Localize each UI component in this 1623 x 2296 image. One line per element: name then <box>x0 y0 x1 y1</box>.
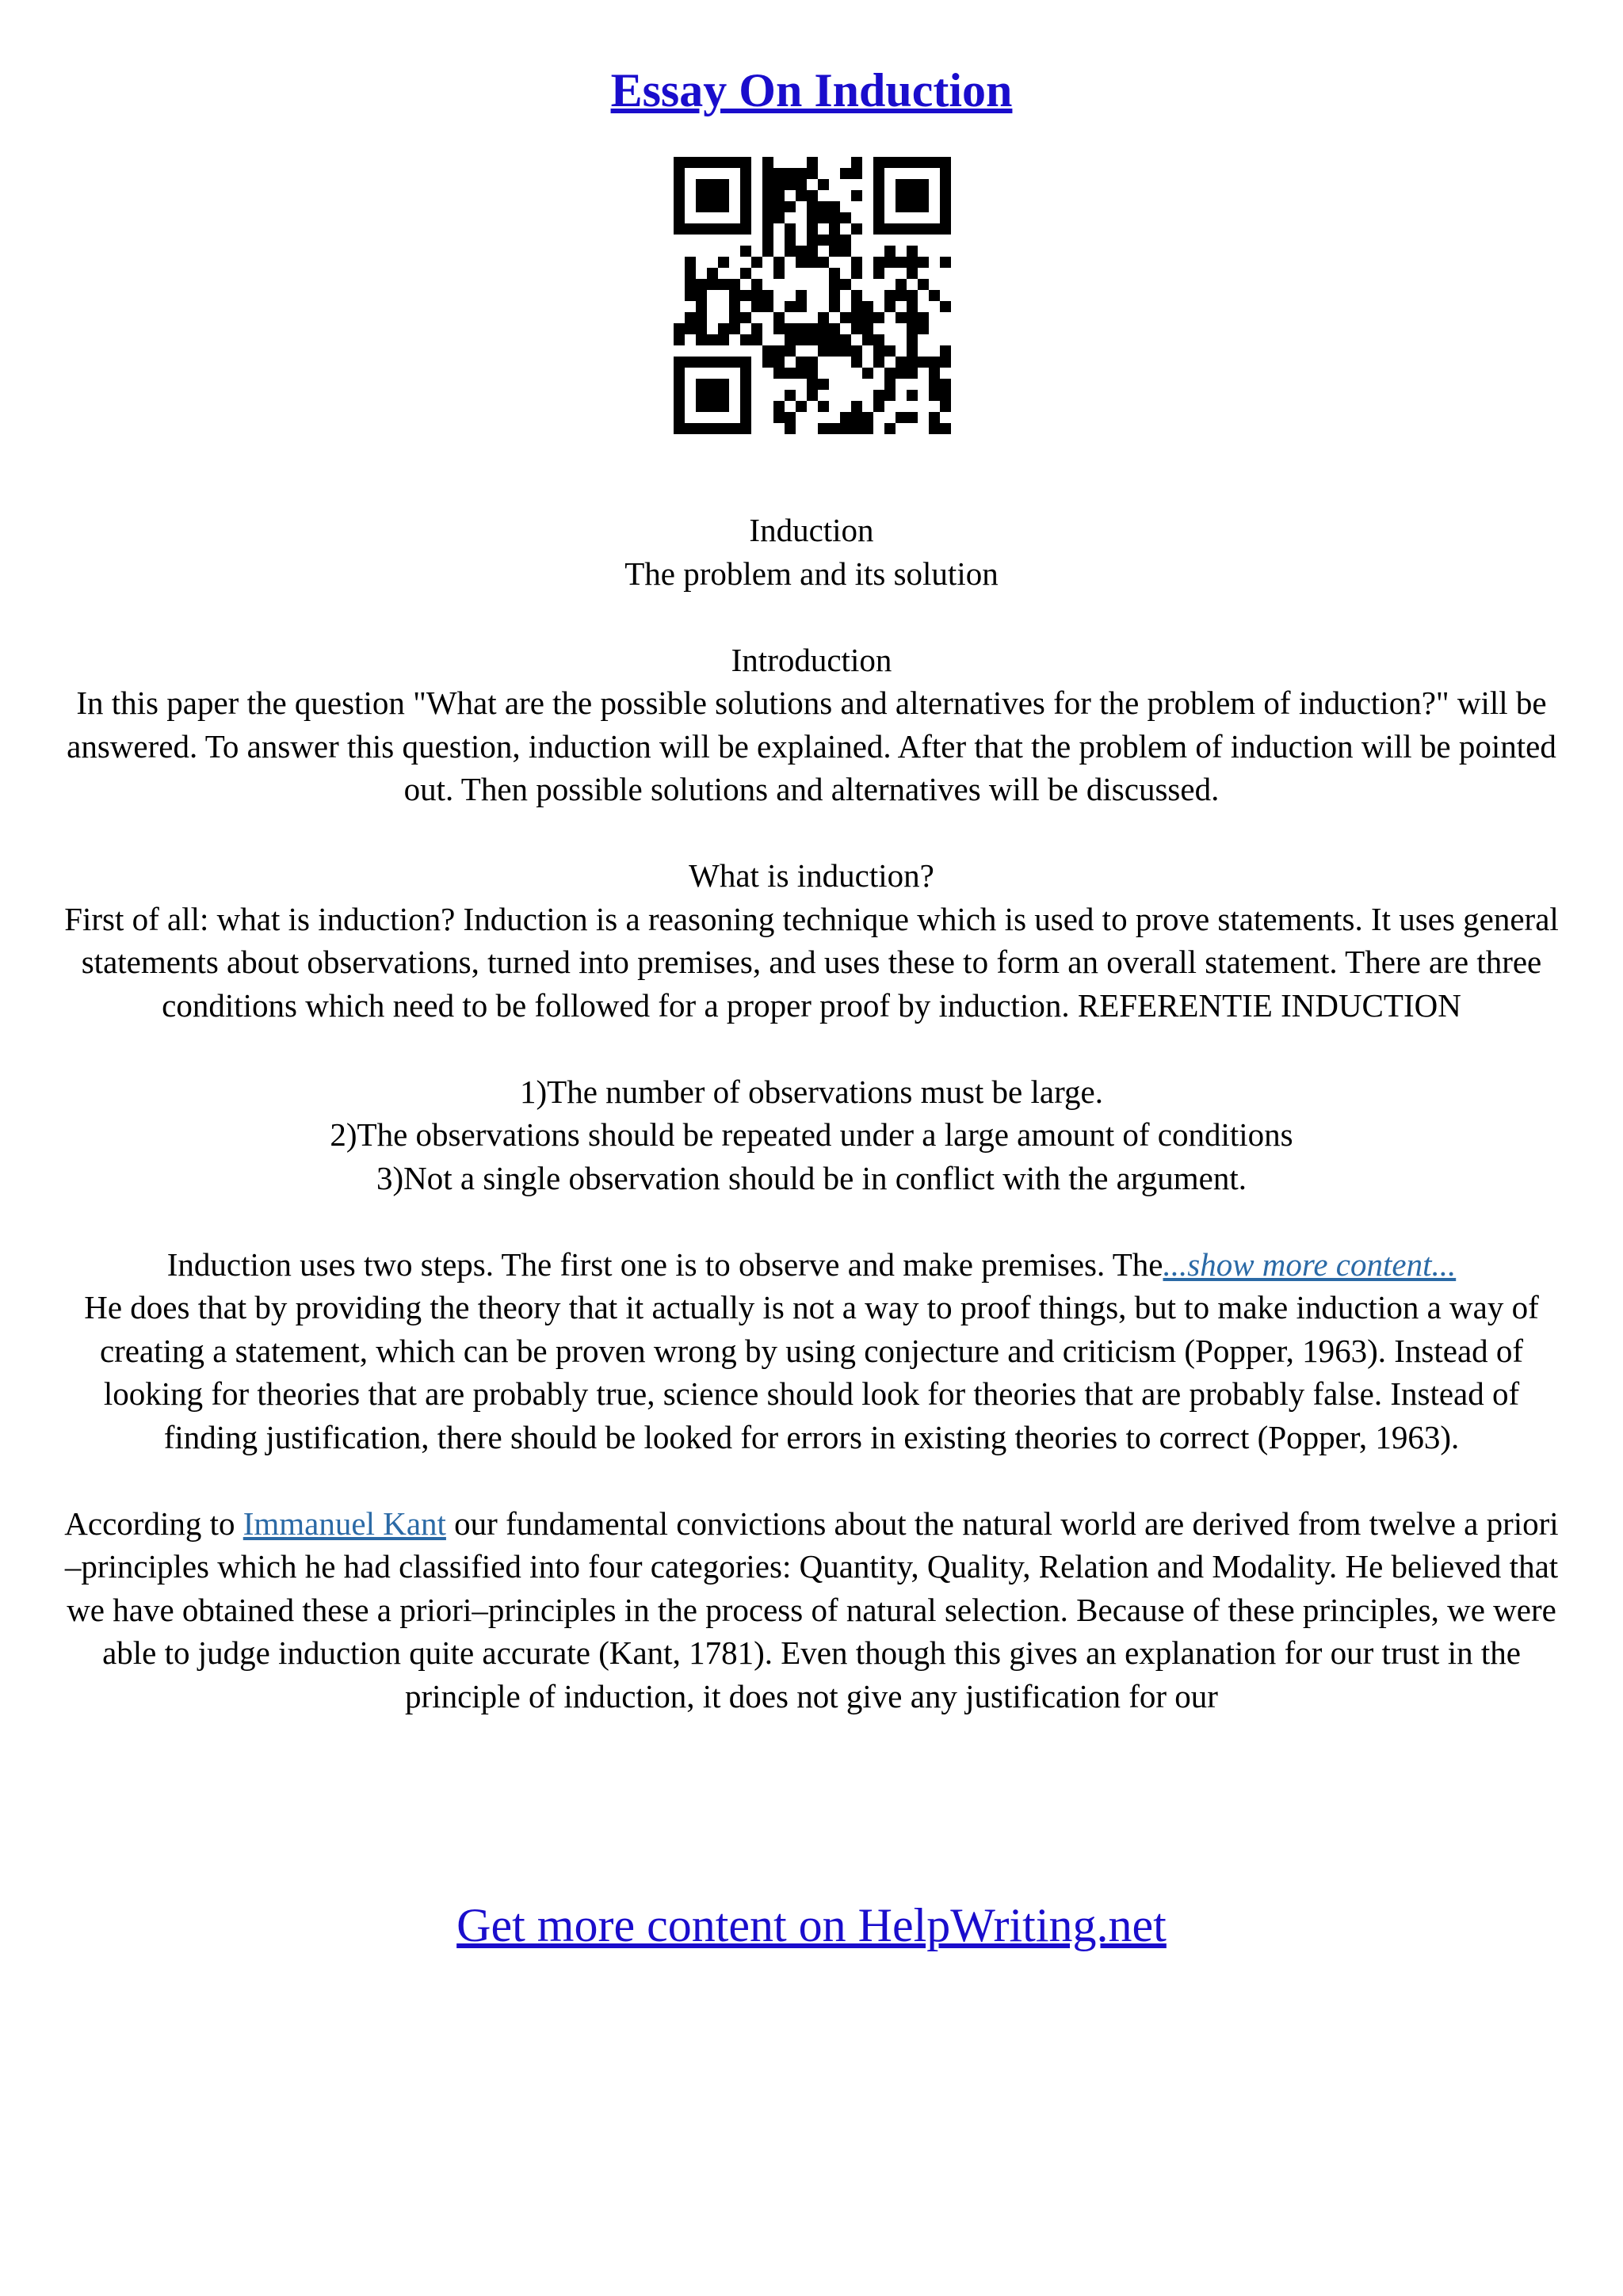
popper-paragraph: He does that by providing the theory that it actually is not a way to proof things, but to make induction a way of creating a statement, which can be proven wrong by using conjecture and criticism (Popper, 1963). Instead of looking for theories that are probably true, science should look for theories that are probably false. Instead of finding justification, there should be looked for errors in existing theories to correct (Popper, 1963). <box>84 1289 1539 1455</box>
what-heading: What is induction? <box>689 857 934 894</box>
condition-item: 3)Not a single observation should be in conflict with the argument. <box>376 1159 1247 1196</box>
footer <box>0 1894 1623 1957</box>
title-link[interactable]: Essay On Induction <box>610 64 1013 116</box>
intro-heading: Introduction <box>731 641 892 678</box>
essay-heading: Induction <box>749 512 874 548</box>
intro-paragraph: In this paper the question "What are the possible solutions and alternatives for the problem of induction?" will be answered. To answer this question, induction will be explained. After that the problem of induction will be pointed out. Then possible solutions and alternatives will be discussed. <box>67 685 1556 807</box>
kant-paragraph <box>63 1502 1560 1718</box>
essay-subheading: The problem and its solution <box>624 555 999 592</box>
kant-prefix: According to <box>64 1505 243 1542</box>
helpwriting-link[interactable]: Get more content on HelpWriting.net <box>456 1899 1167 1951</box>
condition-item: 1)The number of observations must be large. <box>520 1073 1103 1110</box>
kant-link[interactable]: Immanuel Kant <box>242 1505 446 1542</box>
steps-text: Induction uses two steps. The first one is to observe and make premises. The <box>166 1245 1163 1283</box>
steps-line <box>63 1243 1560 1287</box>
qr-code-icon <box>674 157 951 434</box>
what-paragraph: First of all: what is induction? Induction is a reasoning technique which is used to prove statements. It uses general statements about observations, turned into premises, and uses these to form an overall statement. There are three conditions which need to be followed for a proper proof by induction. REFERENTIE INDUCTION <box>64 900 1559 1024</box>
document-title <box>0 59 1623 122</box>
essay-body <box>63 509 1560 1718</box>
condition-item: 2)The observations should be repeated under a large amount of conditions <box>330 1116 1293 1153</box>
show-more-link[interactable]: ...show more content... <box>1163 1245 1457 1283</box>
kant-text: our fundamental convictions about the natural world are derived from twelve a priori –principles which he had classified into four categories: Quantity, Quality, Relation and Modality. He believed that we have obtained these a priori–principles in the process of natural selection. Because of these principles, we were able to judge induction quite accurate (Kant, 1781). Even though this gives an explanation for our trust in the principle of induction, it does not give any justification for our <box>64 1505 1559 1714</box>
